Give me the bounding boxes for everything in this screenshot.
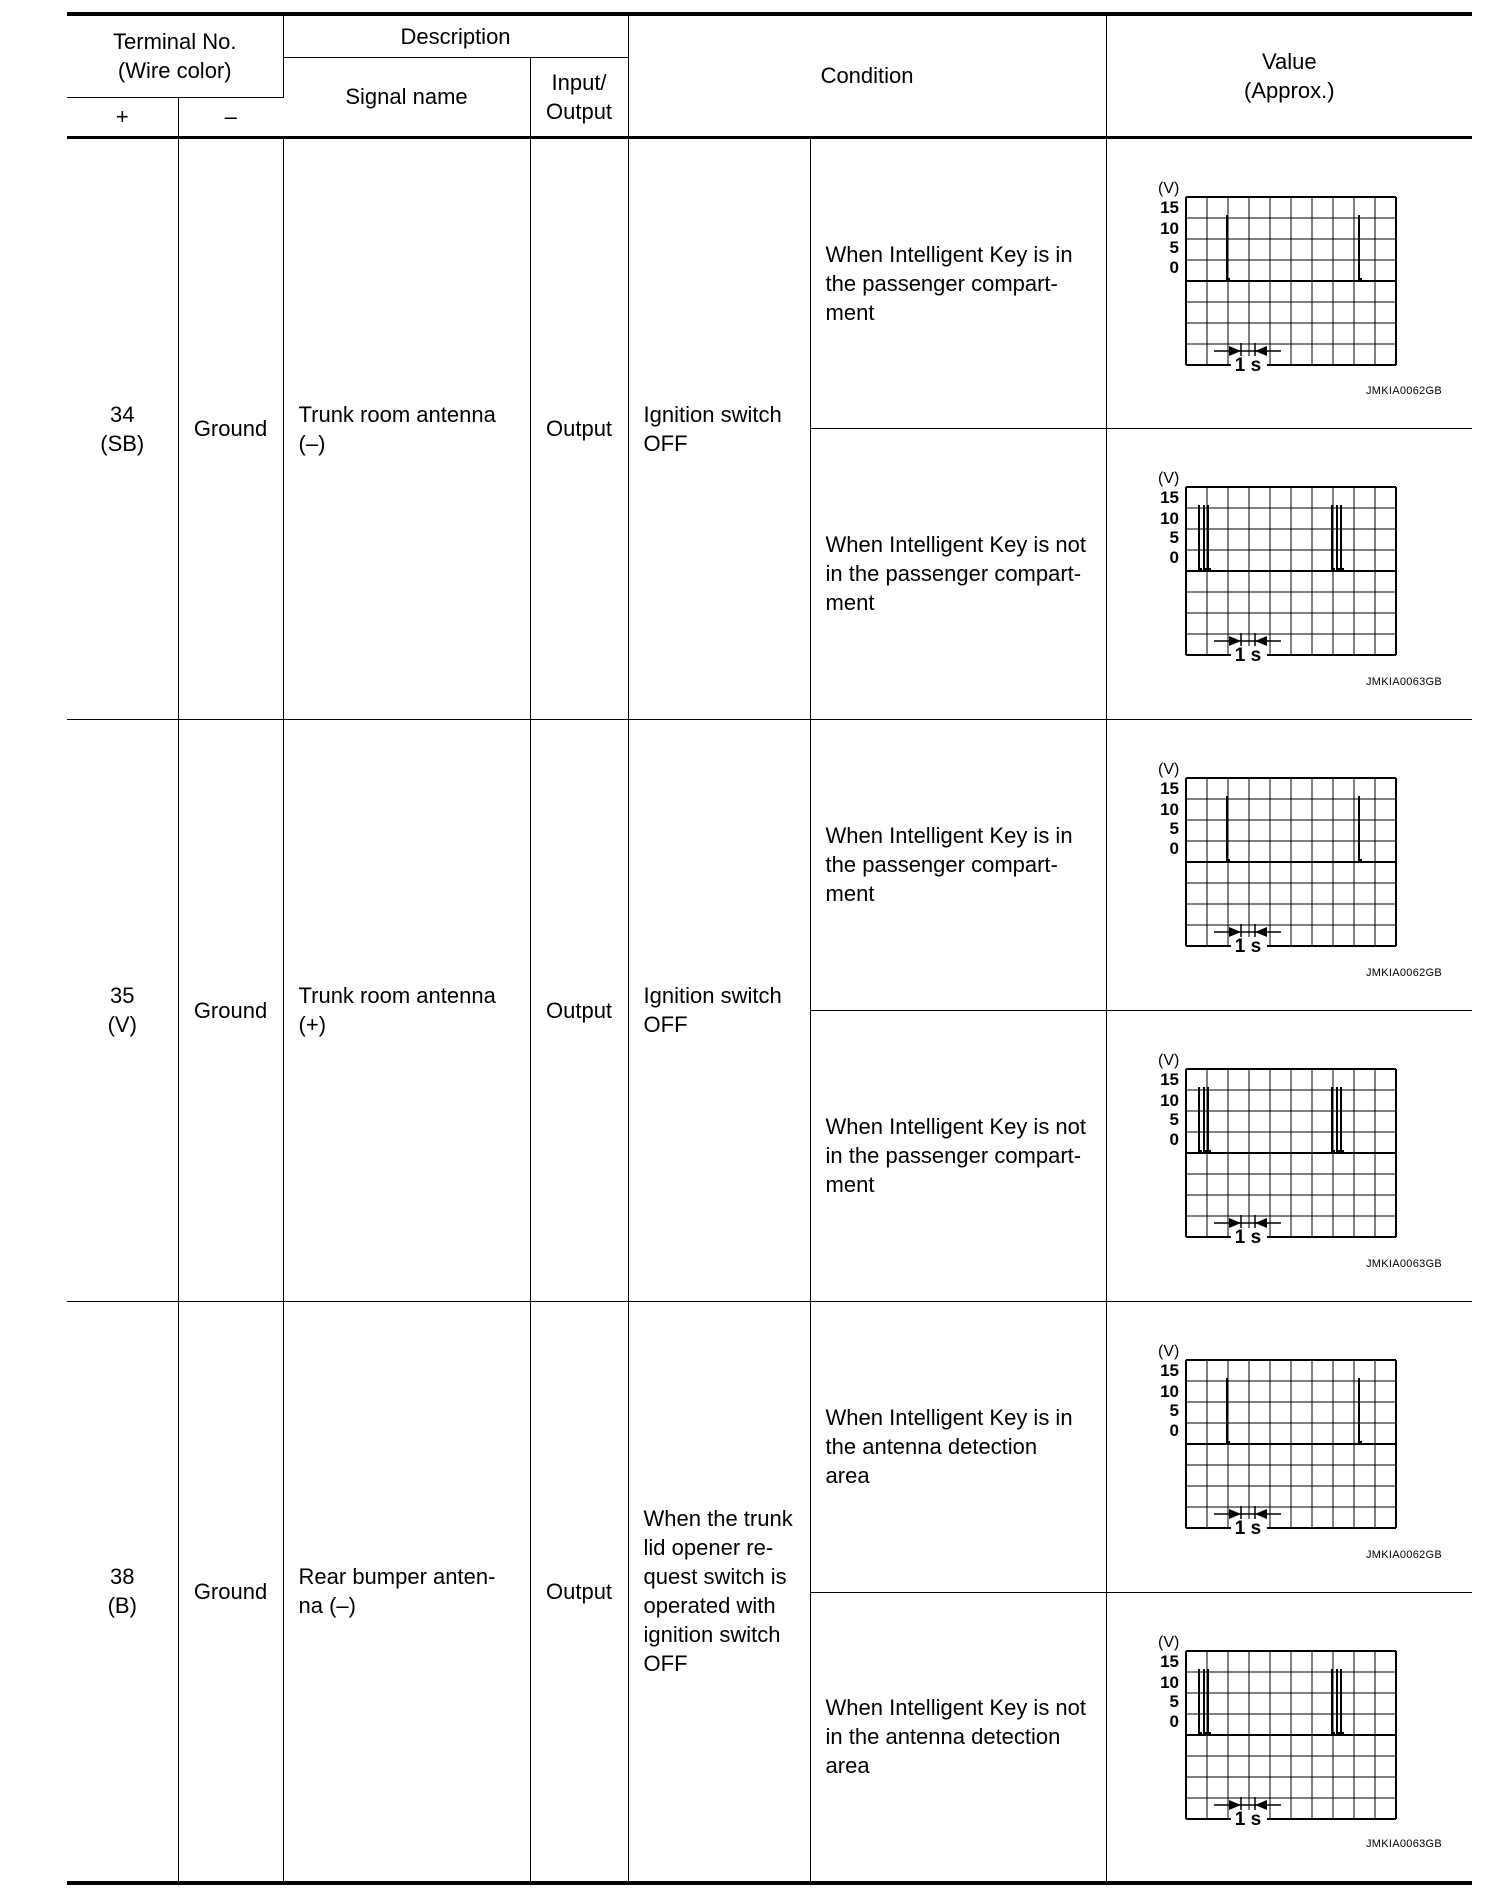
text-line: When Intelligent Key is not xyxy=(825,532,1087,557)
value-label: Value xyxy=(1261,48,1317,74)
period-label: 1 s xyxy=(1234,1517,1261,1539)
terminal-no-label: Terminal No. xyxy=(113,29,237,55)
y-tick-label: 15 xyxy=(1159,1360,1179,1380)
text-line: quest switch is xyxy=(643,1564,787,1590)
y-tick-label: 15 xyxy=(1159,778,1179,798)
text-line: operated with xyxy=(643,1593,776,1619)
terminal-number: 34 xyxy=(110,401,135,427)
period-label: 1 s xyxy=(1234,644,1261,666)
text-line: in the passenger compart- xyxy=(825,1143,1082,1168)
sub-condition-cell xyxy=(810,719,1106,1010)
text-line: lid opener re- xyxy=(643,1535,774,1561)
y-tick-label: 10 xyxy=(1159,1672,1179,1692)
text-line: When Intelligent Key is not xyxy=(825,1114,1087,1139)
period-label: 1 s xyxy=(1234,935,1261,957)
terminal-cell xyxy=(67,137,178,719)
terminal-cell xyxy=(67,719,178,1301)
signal-name-line: Trunk room antenna xyxy=(298,401,496,427)
text-line: When the trunk xyxy=(643,1506,793,1532)
y-tick-label: 10 xyxy=(1159,799,1179,819)
signal-name-cell xyxy=(283,719,530,1301)
terminal-header xyxy=(67,14,283,97)
y-unit-label: (V) xyxy=(1157,469,1179,487)
text-line: area xyxy=(825,1753,870,1779)
y-unit-label: (V) xyxy=(1157,1342,1179,1360)
wire-color: (B) xyxy=(107,1593,137,1619)
output-label: Output xyxy=(546,98,613,124)
y-unit-label: (V) xyxy=(1157,1633,1179,1651)
signal-name-line: Trunk room antenna xyxy=(298,983,496,1008)
y-tick-label: 10 xyxy=(1159,508,1179,528)
text-line: Ignition switch xyxy=(643,401,782,427)
input-output-cell: Output xyxy=(530,1301,628,1883)
figure-code: JMKIA0062GB xyxy=(1365,966,1443,979)
value-waveform-cell xyxy=(1106,1592,1472,1883)
terminal-number: 38 xyxy=(110,1564,135,1590)
ground-cell: Ground xyxy=(178,137,283,719)
text-line: OFF xyxy=(643,1651,688,1677)
y-tick-label: 10 xyxy=(1159,1090,1179,1110)
sub-condition-cell xyxy=(810,1301,1106,1592)
signal-name-header: Signal name xyxy=(283,57,530,137)
sub-condition-cell xyxy=(810,1592,1106,1883)
y-tick-label: 15 xyxy=(1159,1069,1179,1089)
terminal-number: 35 xyxy=(110,983,135,1008)
figure-code: JMKIA0063GB xyxy=(1365,1257,1443,1270)
minus-header: – xyxy=(178,97,283,137)
y-unit-label: (V) xyxy=(1157,179,1179,197)
single-pulse-waveform xyxy=(1151,177,1401,376)
y-tick-label: 5 xyxy=(1169,237,1179,257)
input-output-header xyxy=(530,57,628,137)
text-line: ment xyxy=(825,590,875,615)
wire-color-label: (Wire color) xyxy=(117,58,232,84)
text-line: When Intelligent Key is in xyxy=(825,823,1073,848)
text-line: in the passenger compart- xyxy=(825,561,1082,586)
approx-label: (Approx.) xyxy=(1244,77,1335,103)
multi-pulse-waveform xyxy=(1151,1049,1401,1248)
multi-pulse-waveform xyxy=(1151,467,1401,666)
y-tick-label: 5 xyxy=(1169,818,1179,838)
text-line: When Intelligent Key is not xyxy=(825,1695,1087,1721)
condition-cell xyxy=(628,1301,810,1883)
ground-cell: Ground xyxy=(178,719,283,1301)
signal-name-line: (+) xyxy=(298,1012,327,1037)
terminal-table xyxy=(67,12,1472,1885)
y-tick-label: 15 xyxy=(1159,197,1179,217)
figure-code: JMKIA0062GB xyxy=(1365,1548,1443,1561)
value-waveform-cell xyxy=(1106,1010,1472,1301)
text-line: the passenger compart- xyxy=(825,270,1058,296)
text-line: When Intelligent Key is in xyxy=(825,1405,1073,1430)
terminal-cell xyxy=(67,1301,178,1883)
period-label: 1 s xyxy=(1234,1808,1261,1830)
y-tick-label: 10 xyxy=(1159,1381,1179,1401)
text-line: ment xyxy=(825,1172,875,1197)
y-tick-label: 0 xyxy=(1169,1420,1179,1440)
text-line: area xyxy=(825,1463,870,1488)
signal-name-line: Rear bumper anten- xyxy=(298,1564,496,1590)
plus-header: + xyxy=(67,97,178,137)
y-tick-label: 10 xyxy=(1159,218,1179,238)
y-unit-label: (V) xyxy=(1157,760,1179,778)
y-tick-label: 5 xyxy=(1169,1109,1179,1129)
text-line: ignition switch xyxy=(643,1622,781,1648)
description-header: Description xyxy=(283,14,628,57)
y-tick-label: 0 xyxy=(1169,1129,1179,1149)
text-line: When Intelligent Key is in xyxy=(825,241,1073,267)
y-tick-label: 0 xyxy=(1169,257,1179,277)
period-label: 1 s xyxy=(1234,1226,1261,1248)
wire-color: (SB) xyxy=(100,430,145,456)
text-line: OFF xyxy=(643,430,688,456)
text-line: ment xyxy=(825,299,875,325)
text-line: OFF xyxy=(643,1012,688,1037)
sub-condition-cell xyxy=(810,428,1106,719)
figure-code: JMKIA0062GB xyxy=(1365,384,1443,397)
text-line: ment xyxy=(825,881,875,906)
figure-code: JMKIA0063GB xyxy=(1365,1838,1443,1850)
condition-cell xyxy=(628,719,810,1301)
period-label: 1 s xyxy=(1234,354,1261,376)
condition-header: Condition xyxy=(628,14,1106,137)
table-header xyxy=(67,14,1472,137)
signal-name-line: (–) xyxy=(298,430,326,456)
text-line: Ignition switch xyxy=(643,983,782,1008)
y-tick-label: 5 xyxy=(1169,1691,1179,1711)
figure-code: JMKIA0063GB xyxy=(1365,675,1443,688)
value-header xyxy=(1106,14,1472,137)
sub-condition-cell xyxy=(810,1010,1106,1301)
y-tick-label: 0 xyxy=(1169,547,1179,567)
single-pulse-waveform xyxy=(1151,758,1401,957)
value-waveform-cell xyxy=(1106,428,1472,719)
y-tick-label: 0 xyxy=(1169,838,1179,858)
input-output-cell: Output xyxy=(530,719,628,1301)
y-tick-label: 15 xyxy=(1159,1651,1179,1671)
wire-color: (V) xyxy=(107,1012,137,1037)
text-line: the passenger compart- xyxy=(825,852,1058,877)
value-waveform-cell xyxy=(1106,719,1472,1010)
input-output-cell: Output xyxy=(530,137,628,719)
y-tick-label: 15 xyxy=(1159,487,1179,507)
text-line: the antenna detection xyxy=(825,1434,1038,1459)
y-tick-label: 0 xyxy=(1169,1711,1179,1731)
single-pulse-waveform xyxy=(1151,1340,1401,1539)
signal-name-line: na (–) xyxy=(298,1593,356,1619)
sub-condition-cell xyxy=(810,137,1106,428)
y-unit-label: (V) xyxy=(1157,1051,1179,1069)
input-label: Input/ xyxy=(551,69,607,95)
value-waveform-cell xyxy=(1106,137,1472,428)
y-tick-label: 5 xyxy=(1169,527,1179,547)
table-body xyxy=(67,137,1472,1883)
y-tick-label: 5 xyxy=(1169,1400,1179,1420)
value-waveform-cell xyxy=(1106,1301,1472,1592)
condition-cell xyxy=(628,137,810,719)
ground-cell: Ground xyxy=(178,1301,283,1883)
multi-pulse-waveform xyxy=(1151,1631,1401,1830)
signal-name-cell xyxy=(283,137,530,719)
text-line: in the antenna detection xyxy=(825,1724,1061,1750)
signal-name-cell xyxy=(283,1301,530,1883)
